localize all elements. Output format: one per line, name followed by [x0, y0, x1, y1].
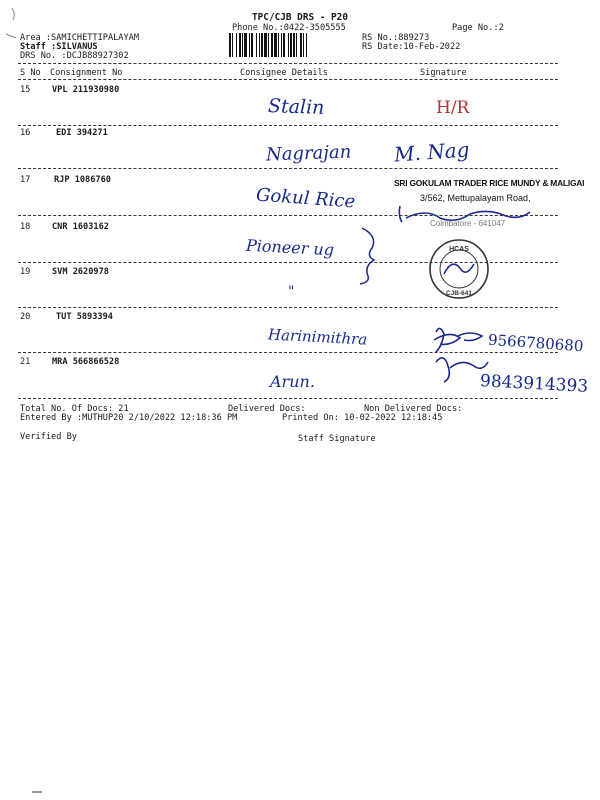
non-delivered-docs: Non Delivered Docs:: [364, 404, 463, 414]
page-number: Page No.:2: [452, 23, 504, 33]
handwritten-phone-number: 9843914393: [479, 371, 589, 397]
staff-signature-label: Staff Signature: [298, 434, 376, 444]
entered-by: Entered By :MUTHUP20 2/10/2022 12:18:36 PM: [20, 413, 238, 423]
column-signature: Signature: [420, 68, 467, 78]
row-consignment-no: SVM 2620978: [52, 267, 109, 277]
row-sno: 21: [20, 357, 31, 367]
barcode: [229, 33, 357, 57]
stamp-line: 3/562, Mettupalayam Road,: [420, 193, 531, 203]
row-consignment-no: EDI 394271: [56, 128, 108, 138]
handwritten-consignee: Pioneer ug: [245, 235, 335, 260]
row-consignment-no: CNR 1603162: [52, 222, 109, 232]
divider: [18, 168, 558, 169]
handwritten-consignee: ": [288, 284, 295, 300]
column-consignee: Consignee Details: [240, 68, 328, 78]
divider: [18, 125, 558, 126]
document-title: TPC/CJB DRS - P20: [252, 12, 348, 23]
divider: [18, 398, 558, 399]
staff-label: Staff :SILVANUS: [20, 42, 98, 52]
divider: [18, 215, 558, 216]
row-sno: 20: [20, 312, 31, 322]
row-sno: 19: [20, 267, 31, 277]
divider: [18, 79, 558, 80]
total-docs: Total No. Of Docs: 21: [20, 404, 129, 414]
area-label: Area :SAMICHETTIPALAYAM: [20, 33, 139, 43]
phone-number: Phone No.:0422-3505555: [232, 23, 346, 33]
stamp-line: SRI GOKULAM TRADER RICE MUNDY & MALIGAI: [394, 178, 585, 188]
handwritten-brace: [354, 226, 384, 286]
row-sno: 15: [20, 85, 31, 95]
row-consignment-no: MRA 566866528: [52, 357, 120, 367]
handwritten-consignee: Arun.: [270, 372, 315, 391]
row-sno: 17: [20, 175, 31, 185]
divider: [18, 352, 558, 353]
handwritten-signature: H/R: [436, 98, 470, 118]
stamp-line: Coimbatore - 641047: [430, 219, 506, 228]
row-sno: 16: [20, 128, 31, 138]
drs-number: DRS No. :DCJB88927302: [20, 51, 129, 61]
verified-by: Verified By: [20, 432, 77, 442]
handwritten-consignee: Nagrajan: [265, 141, 352, 166]
row-consignment-no: VPL 211930980: [52, 85, 120, 95]
seal-top-text: HCAS: [449, 246, 469, 253]
handwritten-signature: M. Nag: [393, 137, 471, 167]
column-consignment: Consignment No: [50, 68, 123, 78]
row-consignment-no: RJP 1086760: [54, 175, 111, 185]
rs-number: RS No.:889273: [362, 33, 430, 43]
round-seal-stamp: [428, 238, 490, 300]
divider: [18, 63, 558, 64]
column-sno: S No: [20, 68, 41, 78]
delivered-docs: Delivered Docs:: [228, 404, 306, 414]
divider: [18, 262, 558, 263]
seal-bottom-text: CJB-641: [445, 290, 473, 297]
printed-on: Printed On: 10-02-2022 12:18:45: [282, 413, 443, 423]
row-consignment-no: TUT 5893394: [56, 312, 113, 322]
row-sno: 18: [20, 222, 31, 232]
handwritten-consignee: Harinimithra: [267, 325, 368, 349]
rs-date: RS Date:10-Feb-2022: [362, 42, 461, 52]
divider: [18, 307, 558, 308]
scan-corner-mark: [30, 786, 50, 798]
handwritten-consignee: Stalin: [267, 95, 325, 119]
handwritten-consignee: Gokul Rice: [255, 184, 356, 213]
handwritten-phone-number: 9566780680: [487, 330, 584, 356]
